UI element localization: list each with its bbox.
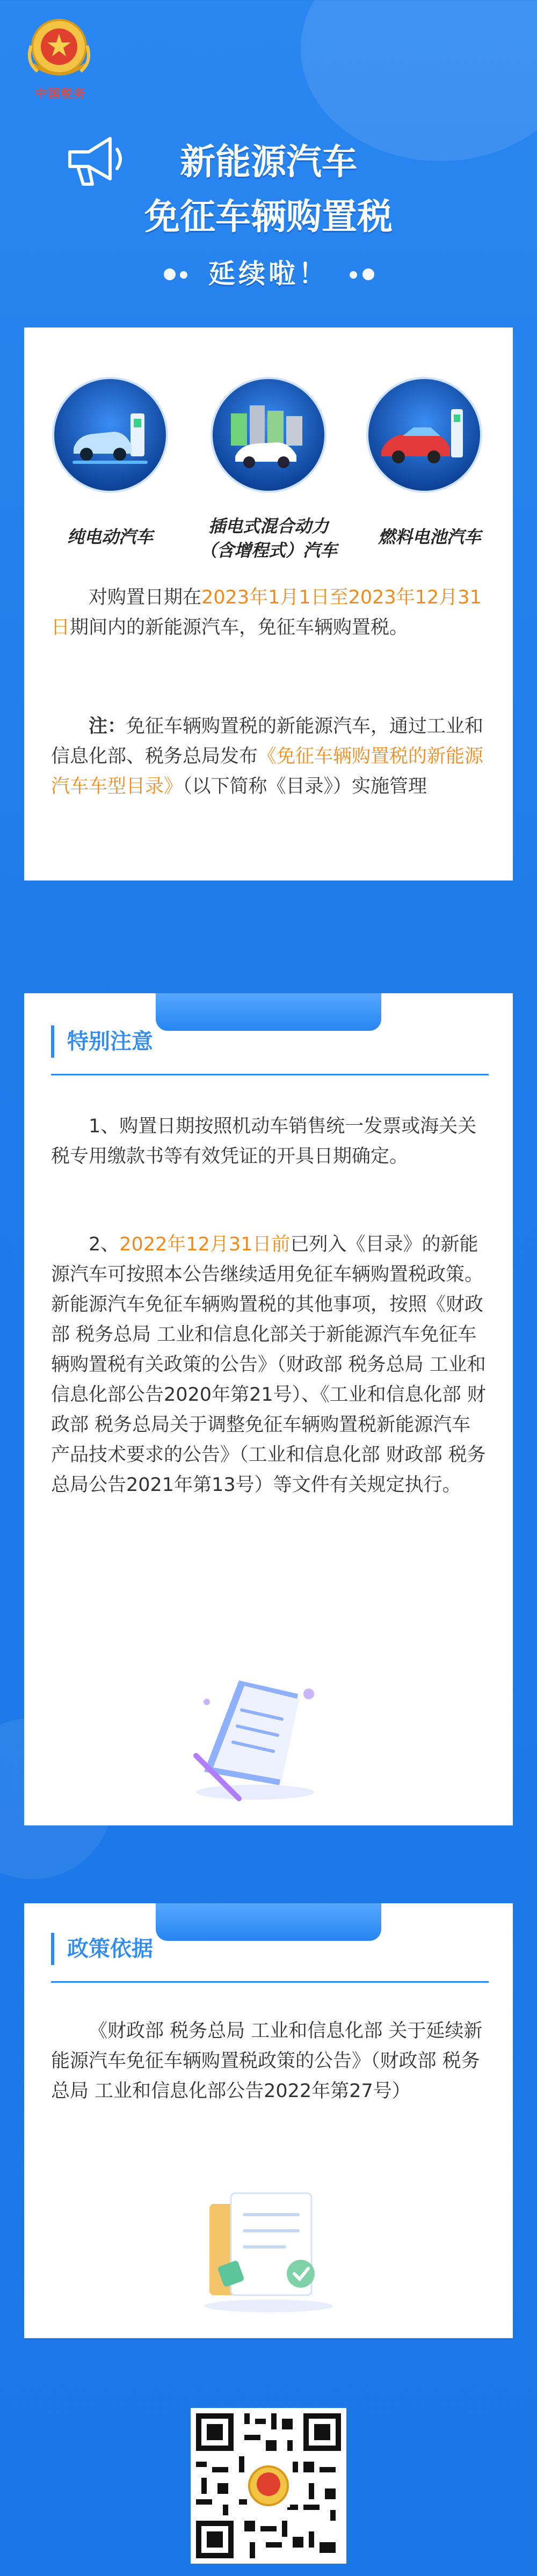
notice-section-header (51, 1009, 489, 1075)
folder-documents-icon (188, 2182, 349, 2317)
qr-code (191, 2408, 346, 2564)
qr-code-icon (191, 2408, 346, 2564)
intro-paragraph-2 (51, 711, 489, 802)
notice-section-title: 特别注意 (67, 1029, 153, 1054)
intro-p1-text-b: 期间内的新能源汽车，免征车辆购置税。 (70, 617, 409, 638)
logo-text: 中国税务 (34, 87, 86, 101)
tax-emblem-icon (21, 13, 97, 86)
intro-p1-date-range: 2023年1月1日至2023年12月31日 (51, 587, 482, 638)
electric-car-icon (51, 376, 169, 494)
icon-label-electric: 纯电动汽车 (67, 527, 153, 547)
notice-item2-date: 2022年12月31日前 (119, 1234, 291, 1255)
policy-section-title: 政策依据 (67, 1937, 153, 1961)
intro-p1-text-a: 对购置日期在 (89, 587, 202, 608)
section-bar (51, 1933, 54, 1965)
fuel-cell-car-icon (365, 376, 483, 494)
policy-section-header (51, 1917, 489, 1983)
intro-p2-catalog-name: 《免征车辆购置税的新能源汽车车型目录》 (51, 746, 484, 797)
section-bar (51, 1025, 54, 1058)
title-line-2: 免征车辆购置税 (144, 196, 393, 237)
intro-paragraph-1 (51, 583, 489, 643)
icon-label-hybrid-line1: 插电式混合动力 (208, 516, 329, 536)
plug-in-hybrid-car-icon (209, 376, 328, 494)
notice-item-2 (51, 1229, 489, 1500)
policy-text: 《财政部 税务总局 工业和信息化部 关于延续新能源汽车免征车辆购置税政策的公告》（财政部 税务总局 工业和信息化部公告2022年第27号） (51, 2020, 483, 2102)
icon-label-fuel-cell: 燃料电池汽车 (378, 527, 481, 547)
intro-p2-text-b: （以下简称《目录》）实施管理 (183, 776, 427, 797)
notice-item2-text: 已列入《目录》的新能源汽车可按照本公告继续适用免征车辆购置税政策。新能源汽车免征车辆购置税的其他事项，按照《财政部 税务总局 工业和信息化部关于新能源汽车免征车辆购置税有关政策的公告》（财政部 税务总局 工业和信息化部公告2020年第21号）、《工业和信息化部 财政部 税务总局关于调整免征车辆购置税新能源汽车产品技术要求的公告》（工业和信息化部 财政部 税务总局公告2021年第13号）等文件有关规定执行。 (51, 1234, 486, 1496)
intro-p2-text-a: 免征车辆购置税的新能源汽车，通过工业和信息化部、税务总局发布 (51, 716, 484, 767)
icon-label-hybrid-line2: （含增程式）汽车 (199, 540, 337, 561)
title-line-3: 延续啦！ (208, 258, 329, 289)
notice-item-1: 1、购置日期按照机动车销售统一发票或海关关税专用缴款书等有效凭证的开具日期确定。 (51, 1116, 477, 1167)
title-line-1: 新能源汽车 (180, 141, 357, 183)
notice-item2-prefix: 2、 (89, 1234, 120, 1255)
intro-note-label: 注： (89, 716, 127, 737)
document-illustration-icon (175, 1670, 336, 1804)
